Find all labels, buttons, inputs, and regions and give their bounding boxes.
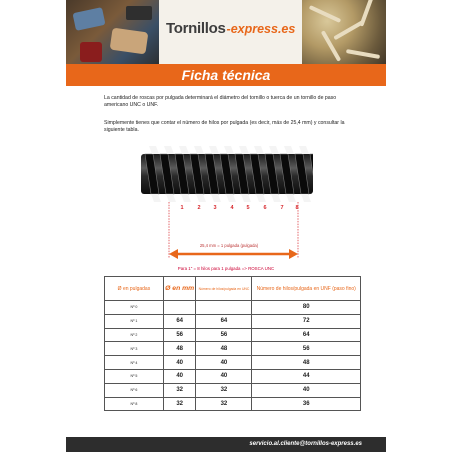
measure-label: 25,4 mm = 1 pulgada (pulgada): [199, 243, 259, 248]
table-row: [105, 369, 361, 383]
table-cell: 56: [196, 328, 252, 342]
page-title: Ficha técnica: [181, 67, 271, 83]
table-row: [105, 342, 361, 356]
intro-paragraph-1: La cantidad de roscas por pulgada determinará el diámetro del tornillo o tuerca de un tornillo de paso americano UNC o UNF.: [104, 95, 337, 109]
table-cell: 32: [163, 383, 196, 397]
tools-photo: [66, 0, 159, 70]
table-cell: Nº 5: [105, 369, 164, 383]
table-header: Ø en mm: [163, 277, 196, 301]
document-page: [66, 0, 386, 452]
thread-number: 6: [263, 205, 267, 211]
table-cell: 44: [252, 369, 361, 383]
table-cell: 40: [163, 369, 196, 383]
table-cell: Nº 3: [105, 342, 164, 356]
intro-paragraph-2: Simplemente tienes que contar el número de hilos por pulgada (es decir, más de 25,4 mm) y consultar la siguiente tabla.: [104, 120, 345, 134]
thread-numbers: [66, 205, 386, 215]
table-row: [105, 356, 361, 370]
table-cell: 48: [196, 342, 252, 356]
table-row: [105, 314, 361, 328]
screws-photo: [302, 0, 386, 70]
table-cell: [163, 301, 196, 315]
thread-number: 5: [246, 205, 250, 211]
thread-table: [104, 276, 361, 411]
table-cell: Nº 4: [105, 356, 164, 370]
footer: [66, 437, 386, 452]
table-cell: 64: [196, 314, 252, 328]
table-row: [105, 383, 361, 397]
table-cell: Nº 2: [105, 328, 164, 342]
table-cell: 32: [196, 397, 252, 411]
thread-number: 8: [295, 205, 299, 211]
screw-thread-illustration: [141, 146, 313, 202]
table-cell: 48: [163, 342, 196, 356]
table-cell: 72: [252, 314, 361, 328]
table-cell: 32: [196, 383, 252, 397]
thread-number: 3: [213, 205, 217, 211]
table-cell: [196, 301, 252, 315]
table-cell: Nº 6: [105, 383, 164, 397]
thread-caption: Para 1" = 8 hilos para 1 pulgada => ROSCA UNC: [177, 266, 275, 271]
table-cell: 40: [196, 356, 252, 370]
table-header: Ø en pulgadas: [105, 277, 164, 301]
table-cell: 48: [252, 356, 361, 370]
table-cell: 64: [252, 328, 361, 342]
table-cell: Nº 0: [105, 301, 164, 315]
table-cell: Nº 8: [105, 397, 164, 411]
table-header: Número de hilos/pulgada en UNF (paso fino): [252, 277, 361, 301]
brand-suffix: -express.es: [226, 22, 296, 36]
table-row: [105, 328, 361, 342]
thread-number: 2: [197, 205, 201, 211]
table-cell: 40: [196, 369, 252, 383]
table-row: [105, 301, 361, 315]
table-cell: Nº 1: [105, 314, 164, 328]
brand-logo: [166, 20, 296, 44]
table-header: Número de hilos/pulgada en UNC: [196, 277, 252, 301]
table-cell: 40: [163, 356, 196, 370]
table-cell: 40: [252, 383, 361, 397]
brand-name: Tornillos: [166, 20, 226, 37]
contact-email[interactable]: servicio.al.cliente@tornillos-express.es: [249, 441, 362, 447]
table-cell: 32: [163, 397, 196, 411]
table-cell: 56: [163, 328, 196, 342]
table-cell: 80: [252, 301, 361, 315]
table-cell: 64: [163, 314, 196, 328]
thread-number: 7: [280, 205, 284, 211]
title-banner: [66, 64, 386, 86]
thread-number: 1: [180, 205, 184, 211]
table-cell: 56: [252, 342, 361, 356]
thread-number: 4: [230, 205, 234, 211]
table-cell: 36: [252, 397, 361, 411]
table-row: [105, 397, 361, 411]
header: [66, 0, 386, 70]
